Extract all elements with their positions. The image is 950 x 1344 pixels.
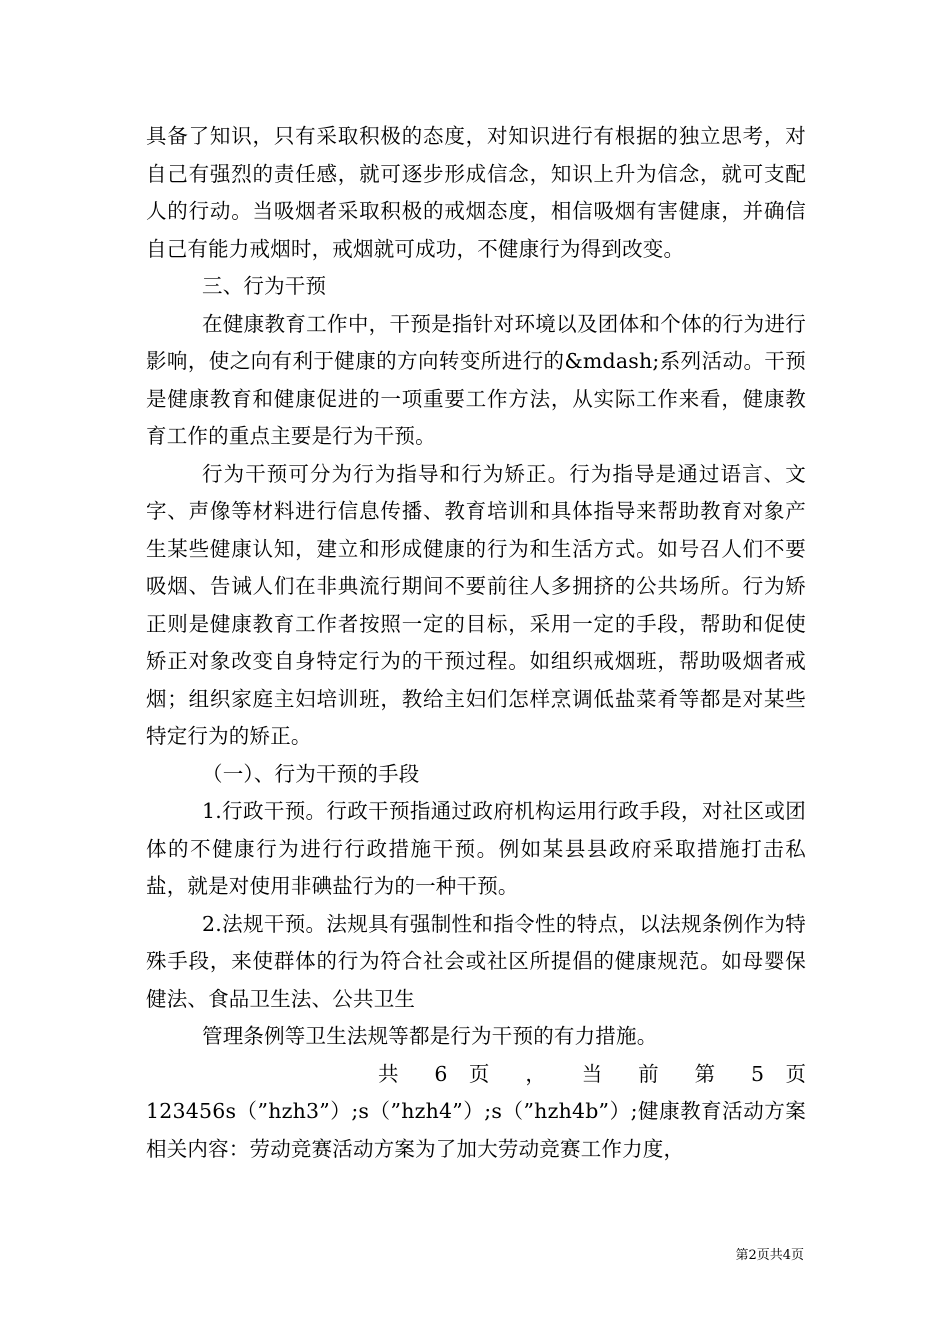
page-footer: 第2页共4页 <box>735 1248 804 1263</box>
document-body <box>146 118 806 1168</box>
paragraph-regulations-measures: 管理条例等卫生法规等都是行为干预的有力措施。 <box>202 1024 658 1048</box>
page-count-line <box>146 1056 806 1094</box>
page-info-token: ， <box>525 1061 561 1086</box>
paragraph-trailing-residue: 123456s（”hzh3”）;s（”hzh4”）;s（”hzh4b”）;健康教育活动方案相关内容：劳动竞赛活动方案为了加大劳动竞赛工作力度， <box>146 1099 806 1161</box>
page-info-token: 页 <box>468 1061 505 1086</box>
page-info-token: 页 <box>785 1061 807 1086</box>
page-info-token: 5 <box>751 1061 765 1086</box>
paragraph-knowledge-belief: 具备了知识，只有采取积极的态度，对知识进行有根据的独立思考，对自己有强烈的责任感，就可逐步形成信念，知识上升为信念，就可支配人的行动。当吸烟者采取积极的戒烟态度，相信吸烟有害健康，并确信自己有能力戒烟时，戒烟就可成功，不健康行为得到改变。 <box>146 124 806 261</box>
paragraph-intervention-types: 行为干预可分为行为指导和行为矫正。行为指导是通过语言、文字、声像等材料进行信息传播、教育培训和具体指导来帮助教育对象产生某些健康认知，建立和形成健康的行为和生活方式。如号召人们不要吸烟、告诫人们在非典流行期间不要前往人多拥挤的公共场所。行为矫正则是健康教育工作者按照一定的目标，采用一定的手段，帮助和促使矫正对象改变自身特定行为的干预过程。如组织戒烟班，帮助吸烟者戒烟；组织家庭主妇培训班，教给主妇们怎样烹调低盐菜肴等都是对某些特定行为的矫正。 <box>146 461 806 748</box>
paragraph-intervention-definition: 在健康教育工作中，干预是指针对环境以及团体和个体的行为进行影响，使之向有利于健康的方向转变所进行的&mdash;系列活动。干预是健康教育和健康促进的一项重要工作方法，从实际工作来看，健康教育工作的重点主要是行为干预。 <box>146 311 806 448</box>
section-heading-behavior-intervention: 三、行为干预 <box>202 274 327 298</box>
page-info-token: 当 <box>581 1061 617 1086</box>
page-info-token: 第 <box>694 1061 730 1086</box>
page-info-token: 6 <box>434 1061 448 1086</box>
page-info-token: 共 <box>378 1061 414 1086</box>
page-info-token: 前 <box>638 1061 674 1086</box>
subsection-heading-intervention-means: （一）、行为干预的手段 <box>202 761 420 786</box>
paragraph-regulatory-intervention: 2.法规干预。法规具有强制性和指令性的特点，以法规条例作为特殊手段，来使群体的行为符合社会或社区所提倡的健康规范。如母婴保健法、食品卫生法、公共卫生 <box>146 911 806 1011</box>
paragraph-administrative-intervention: 1.行政干预。行政干预指通过政府机构运用行政手段，对社区或团体的不健康行为进行行政措施干预。例如某县县政府采取措施打击私盐，就是对使用非碘盐行为的一种干预。 <box>146 799 806 898</box>
